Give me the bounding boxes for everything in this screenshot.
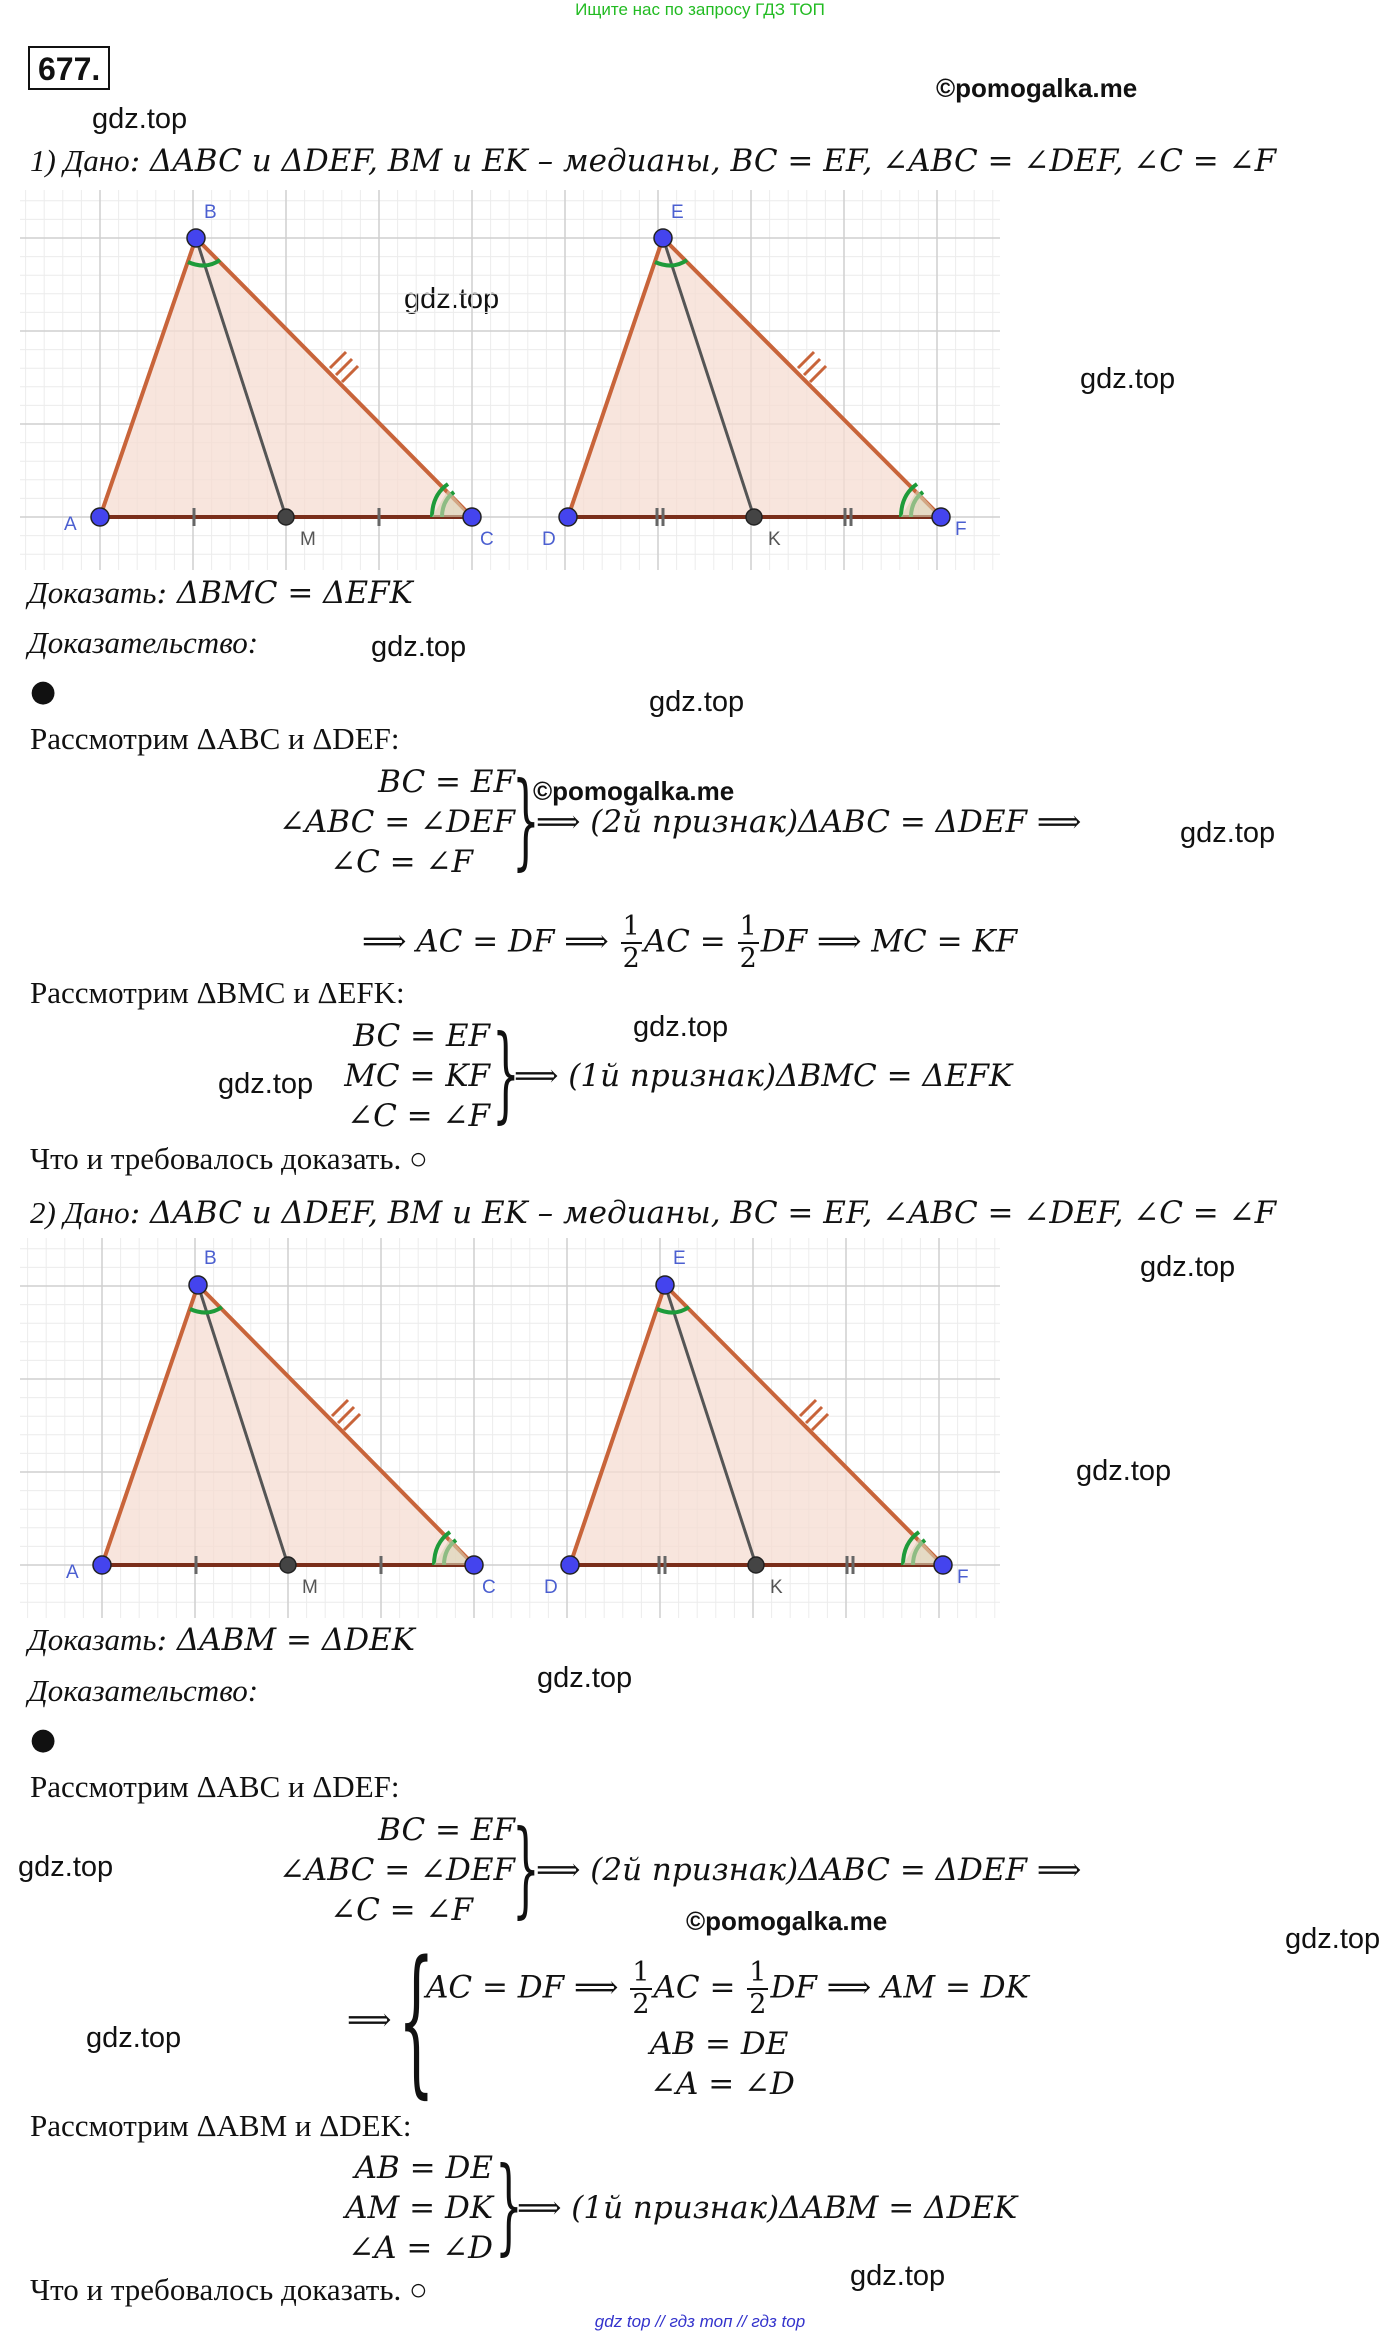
given-label: 2) Дано xyxy=(30,1195,130,1230)
figure-2 xyxy=(20,1238,1000,1618)
system-row: ∠ABC = ∠DEF xyxy=(278,1852,515,1888)
right-brace: } xyxy=(492,1012,520,1134)
problem-number: 677. xyxy=(28,46,110,90)
consider-line: Рассмотрим ΔABC и ΔDEF: xyxy=(30,1769,400,1804)
system-row: BC = EF xyxy=(353,1018,490,1054)
point-f xyxy=(932,508,950,526)
given-text: : ΔABC и ΔDEF, BM и EK – медианы, BC = EF, ∠ABC = ∠DEF, ∠C = ∠F xyxy=(129,143,1277,179)
point-c xyxy=(465,1556,483,1574)
system-row: AB = DE xyxy=(354,2150,493,2186)
label-b: B xyxy=(204,1248,217,1269)
bullet: ● xyxy=(30,674,57,709)
system-row: ∠A = ∠D xyxy=(650,2066,795,2102)
gdz-watermark: gdz.top xyxy=(18,1851,114,1883)
prove-label: Доказать xyxy=(28,1622,157,1657)
point-d xyxy=(559,508,577,526)
right-brace: } xyxy=(495,2144,523,2266)
label-d: D xyxy=(542,529,556,550)
system-result: ⟹ (1й признак)ΔABM = ΔDEK xyxy=(517,2190,1018,2226)
label-a: A xyxy=(64,514,77,535)
figure-1 xyxy=(20,190,1000,570)
system-row: ∠A = ∠D xyxy=(348,2230,493,2266)
label-c: C xyxy=(482,1577,496,1598)
qed-line: Что и требовалось доказать. ○ xyxy=(30,1141,428,1176)
point-m xyxy=(280,1557,296,1573)
chain-line: AC = DF ⟹ $\frac{1}{2}$ AC = $\frac{1}{2}$ DF ⟹ AM = DK xyxy=(426,1957,1029,2020)
prove-label: Доказать xyxy=(28,575,157,610)
consider-line: Рассмотрим ΔBMC и ΔEFK: xyxy=(30,975,405,1010)
system-row: BC = EF xyxy=(378,1812,515,1848)
gdz-watermark: gdz.top xyxy=(92,103,188,135)
fraction: $\frac{1}{2}$ xyxy=(622,911,640,974)
proof-label: Доказательство: xyxy=(28,625,259,660)
given-label: 1) Дано xyxy=(30,143,130,178)
prove-text: : ΔABM = ΔDEK xyxy=(156,1622,415,1658)
system-row: ∠C = ∠F xyxy=(330,844,473,880)
copyright-watermark: ©pomogalka.me xyxy=(533,776,735,806)
gdz-watermark: gdz.top xyxy=(1076,1455,1172,1487)
point-k xyxy=(746,509,762,525)
gdz-watermark: gdz.top xyxy=(537,1662,633,1694)
gdz-watermark: gdz.top xyxy=(633,1011,729,1043)
system-result: ⟹ (2й признак)ΔABC = ΔDEF ⟹ xyxy=(536,804,1082,840)
system-row: BC = EF xyxy=(378,764,515,800)
gdz-watermark: gdz.top xyxy=(404,283,500,315)
given-line xyxy=(30,143,1276,179)
point-m xyxy=(278,509,294,525)
copyright-watermark: ©pomogalka.me xyxy=(936,73,1138,103)
point-e xyxy=(654,229,672,247)
label-e: E xyxy=(673,1248,686,1269)
point-a xyxy=(91,508,109,526)
consider-line: Рассмотрим ΔABM и ΔDEK: xyxy=(30,2108,412,2143)
bullet: ● xyxy=(30,1722,57,1757)
consider-line: Рассмотрим ΔABC и ΔDEF: xyxy=(30,721,400,756)
given-line xyxy=(30,1195,1276,1231)
gdz-watermark: gdz.top xyxy=(649,686,745,718)
gdz-watermark: gdz.top xyxy=(1140,1251,1236,1283)
system-row: AB = DE xyxy=(650,2026,789,2062)
system-result: ⟹ (1й признак)ΔBMC = ΔEFK xyxy=(514,1058,1013,1094)
triangle-def xyxy=(568,238,941,517)
left-brace: { xyxy=(398,1926,435,2113)
point-b xyxy=(187,229,205,247)
prove-line xyxy=(28,1622,415,1658)
implies-sign: ⟹ xyxy=(347,2002,392,2038)
label-e: E xyxy=(671,202,684,223)
system-row: ∠C = ∠F xyxy=(347,1098,490,1134)
fraction: $\frac{1}{2}$ xyxy=(632,1957,650,2020)
qed-line: Что и требовалось доказать. ○ xyxy=(30,2272,428,2307)
system-row: AM = DK xyxy=(345,2190,493,2226)
chain-line: ⟹ AC = DF ⟹ $\frac{1}{2}$ AC = $\frac{1}{2}$ DF ⟹ MC = KF xyxy=(362,911,1018,974)
point-e xyxy=(656,1276,674,1294)
label-m: M xyxy=(302,1577,318,1598)
gdz-watermark: gdz.top xyxy=(1285,1923,1381,1955)
label-f: F xyxy=(957,1567,969,1588)
system-row: MC = KF xyxy=(344,1058,490,1094)
gdz-watermark: gdz.top xyxy=(371,631,467,663)
point-d xyxy=(561,1556,579,1574)
point-f xyxy=(934,1556,952,1574)
label-k: K xyxy=(768,529,781,550)
label-a: A xyxy=(66,1562,79,1583)
copyright-watermark: ©pomogalka.me xyxy=(686,1906,888,1936)
system-result: ⟹ (2й признак)ΔABC = ΔDEF ⟹ xyxy=(536,1852,1082,1888)
label-m: M xyxy=(300,529,316,550)
top-link[interactable]: Ищите нас по запросу ГДЗ ТОП xyxy=(575,0,825,19)
point-c xyxy=(463,508,481,526)
prove-text: : ΔBMC = ΔEFK xyxy=(156,575,413,611)
system-row: ∠ABC = ∠DEF xyxy=(278,804,515,840)
label-k: K xyxy=(770,1577,783,1598)
label-c: C xyxy=(480,529,494,550)
proof-label: Доказательство: xyxy=(28,1673,259,1708)
bottom-link[interactable]: gdz top // гдз топ // гдз top xyxy=(594,2312,806,2331)
prove-line xyxy=(28,575,413,611)
gdz-watermark: gdz.top xyxy=(86,2022,182,2054)
right-brace: } xyxy=(512,1807,540,1929)
label-f: F xyxy=(955,519,967,540)
point-k xyxy=(748,1557,764,1573)
point-a xyxy=(93,1556,111,1574)
system-row: ∠C = ∠F xyxy=(330,1892,473,1928)
fraction: $\frac{1}{2}$ xyxy=(739,911,757,974)
given-text: : ΔABC и ΔDEF, BM и EK – медианы, BC = EF, ∠ABC = ∠DEF, ∠C = ∠F xyxy=(129,1195,1277,1231)
label-d: D xyxy=(544,1577,558,1598)
gdz-watermark: gdz.top xyxy=(1080,363,1176,395)
fraction: $\frac{1}{2}$ xyxy=(749,1957,767,2020)
label-b: B xyxy=(204,202,217,223)
gdz-watermark: gdz.top xyxy=(850,2260,946,2292)
point-b xyxy=(189,1276,207,1294)
right-brace: } xyxy=(512,759,540,881)
triangle-def xyxy=(570,1285,943,1565)
gdz-watermark: gdz.top xyxy=(1180,817,1276,849)
gdz-watermark: gdz.top xyxy=(218,1068,314,1100)
